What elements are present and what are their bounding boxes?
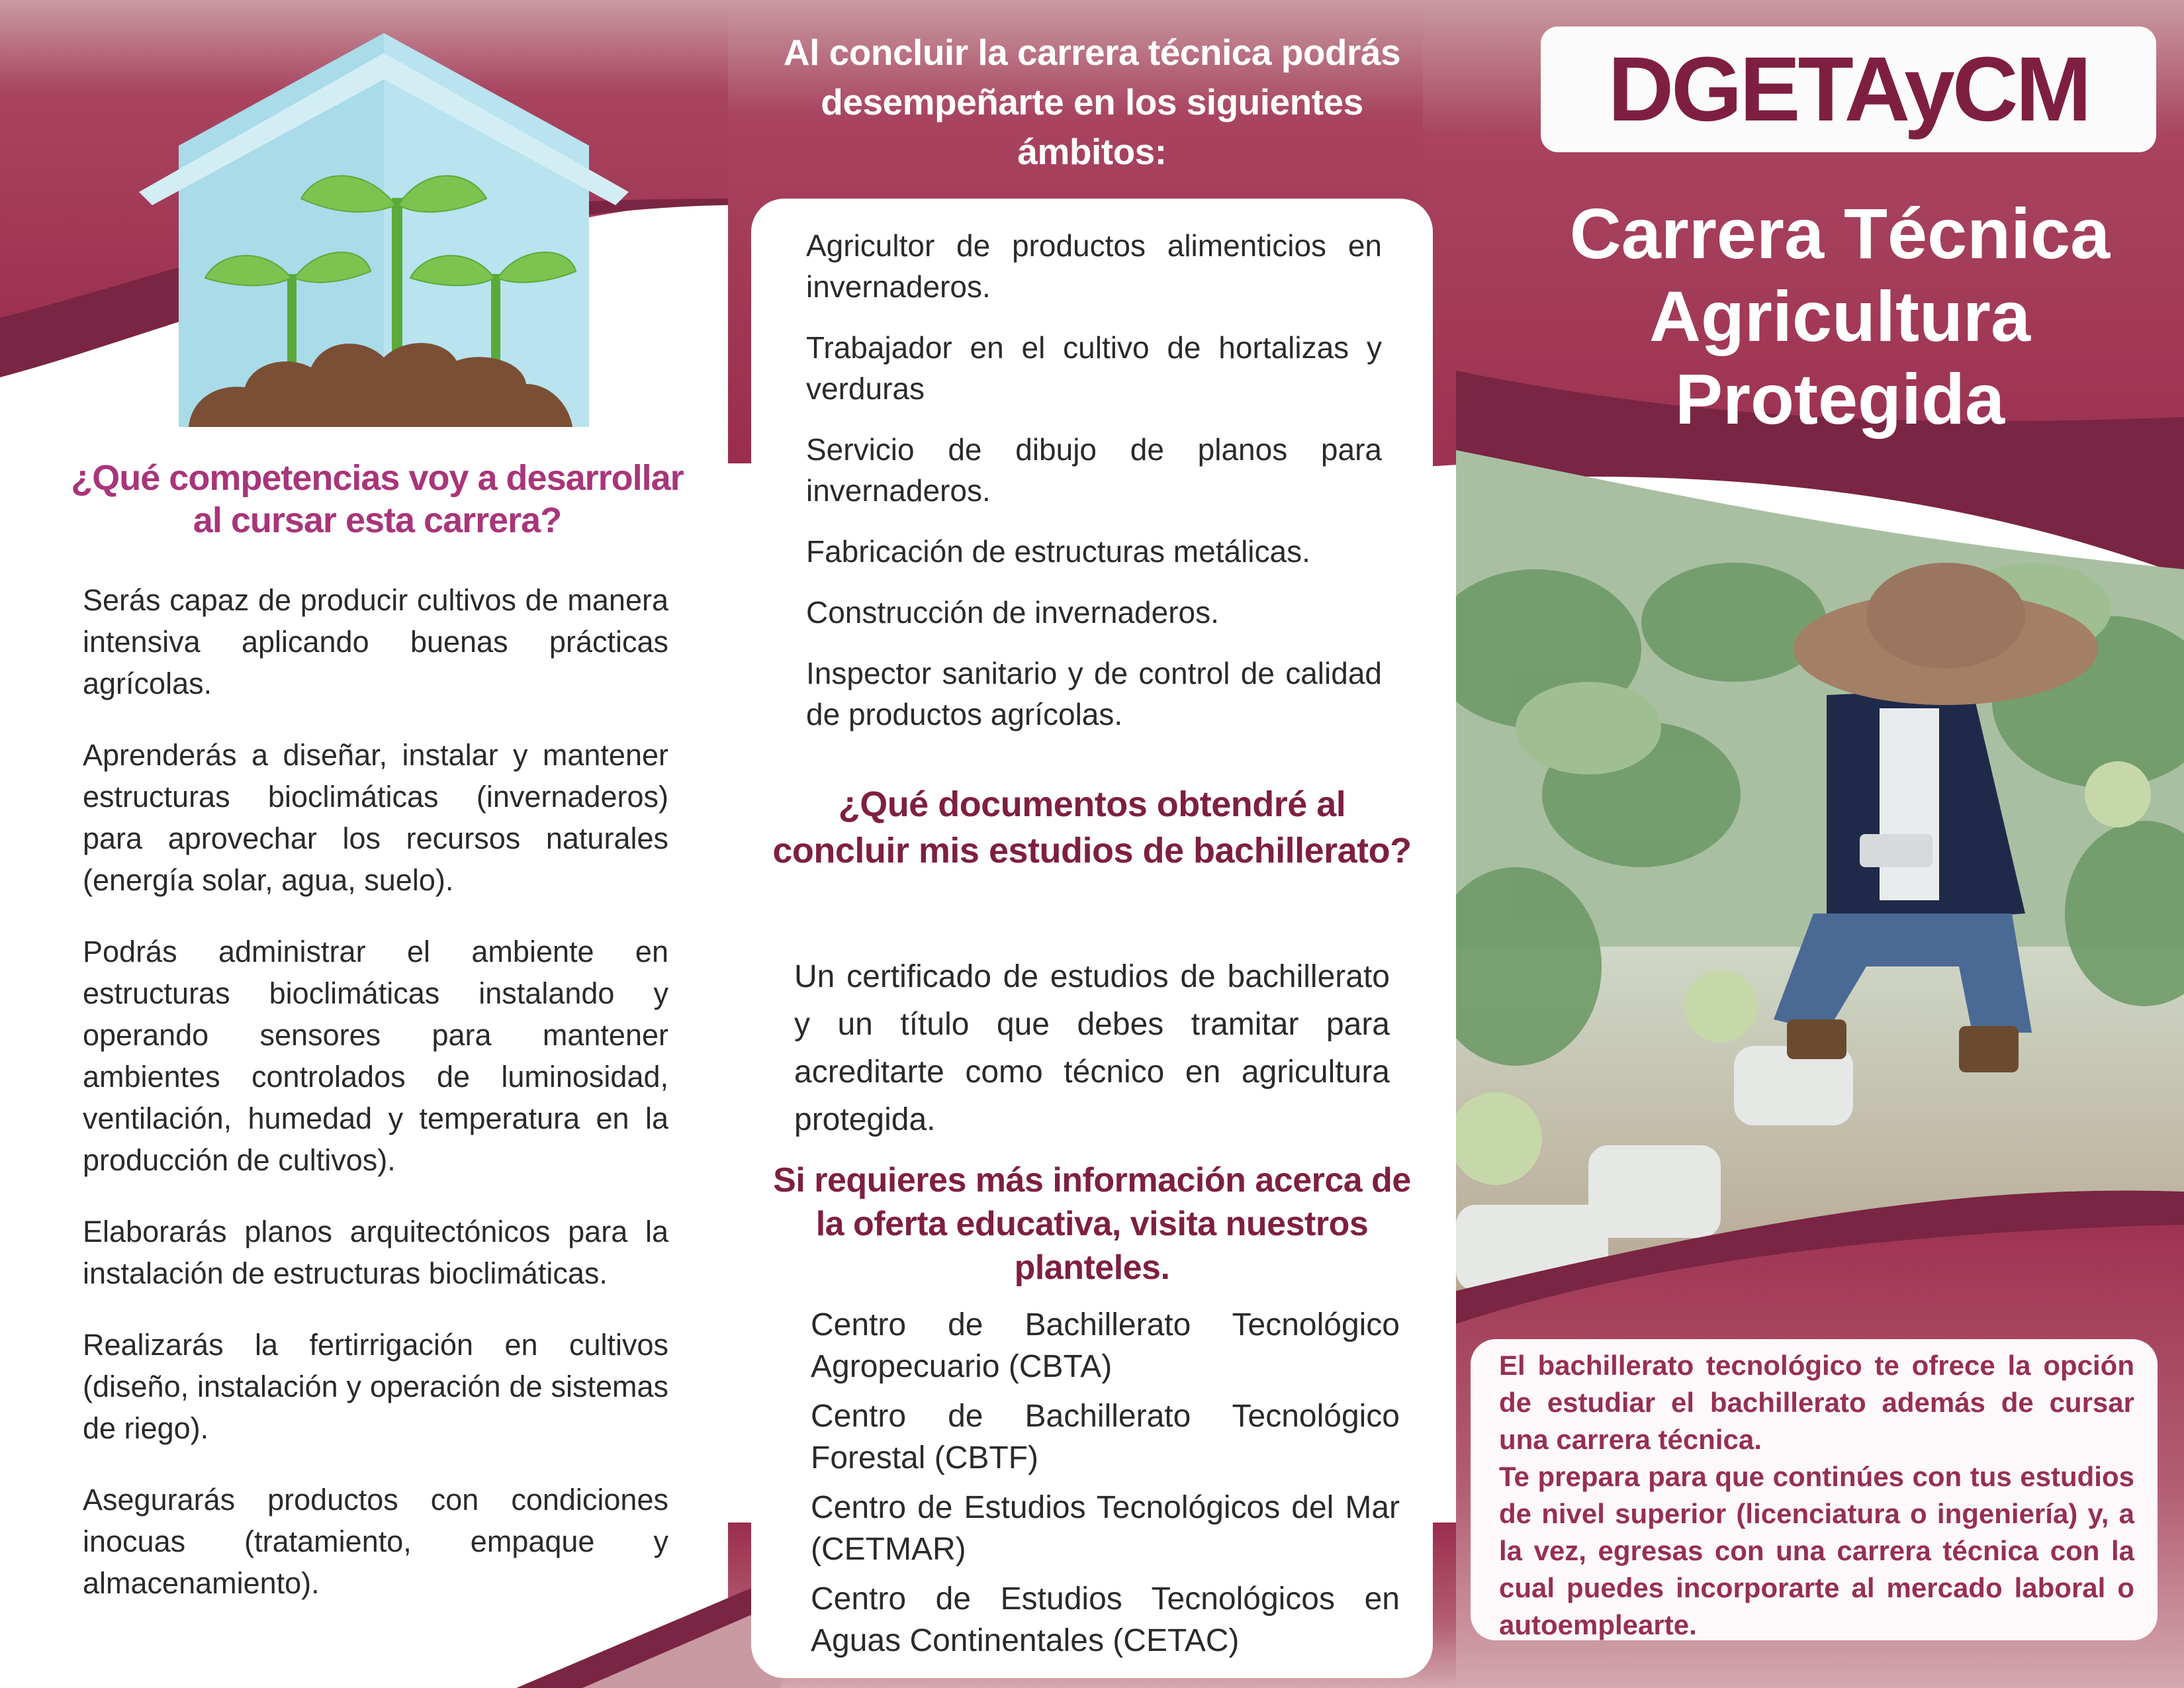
documents-body: Un certificado de estudios de bachillerato y un título que debes tramitar para acreditarte como técnico en agricultura protegida. (794, 959, 1390, 1137)
competency-item: Elaborarás planos arquitectónicos para la instalación de estructuras bioclimáticas. (83, 1215, 668, 1290)
competency-item: Podrás administrar el ambiente en estructuras bioclimáticas instalando y operando sensores para mantener ambientes controlados de luminosidad, ventilación, humedad y temperatura en la producción de cultivos). (83, 935, 668, 1177)
documents-heading: ¿Qué documentos obtendré al concluir mis estudios de bachillerato? (772, 784, 1412, 870)
farmer-greenhouse-photo (1456, 450, 2184, 1291)
school-item: Centro de Bachillerato Tecnológico Forestal (CBTF) (811, 1399, 1400, 1476)
career-fields-heading: Al concluir la carrera técnica podrás desempeñarte en los siguientes ámbitos: (783, 32, 1401, 172)
info-paragraph: El bachillerato tecnológico te ofrece la opción de estudiar el bachillerato además de cursar una carrera técnica. (1499, 1350, 2134, 1455)
job-item: Servicio de dibujo de planos para invernaderos. (806, 432, 1382, 508)
competency-item: Realizarás la fertirrigación en cultivos (diseño, instalación y operación de sistemas de riego). (83, 1328, 668, 1445)
job-item: Agricultor de productos alimenticios en invernaderos. (806, 228, 1382, 304)
school-item: Centro de Estudios Tecnológicos en Aguas Continentales (CETAC) (811, 1581, 1400, 1658)
job-item: Construcción de invernaderos. (806, 595, 1219, 630)
info-paragraph: Te prepara para que continúes con tus estudios de nivel superior (licenciatura o ingeniería) y, a la vez, egresas con una carrera técnica con la cual puedes incorporarte al mercado laboral o autoemplearte. (1499, 1461, 2134, 1640)
competencies-heading: ¿Qué competencias voy a desarrollar al cursar esta carrera? (71, 458, 684, 540)
dgetaycm-logo: DGETAyCM (1608, 38, 2089, 140)
school-item: Centro de Bachillerato Tecnológico Agropecuario (CBTA) (811, 1307, 1400, 1384)
school-item: Centro de Estudios Tecnológicos del Mar (CETMAR) (811, 1490, 1400, 1567)
competencies-list (83, 579, 668, 1634)
greenhouse-illustration (139, 26, 629, 437)
logo-box (1541, 26, 2156, 152)
bachillerato-info (1499, 1347, 2134, 1644)
more-info-heading: Si requieres más información acerca de la oferta educativa, visita nuestros planteles. (773, 1161, 1411, 1287)
page-title: Carrera Técnica Agricultura Protegida (1569, 193, 2111, 439)
job-fields-list (806, 225, 1382, 755)
competency-item: Aprenderás a diseñar, instalar y mantener estructuras bioclimáticas (invernaderos) para aprovechar los recursos naturales (energía solar, agua, suelo). (83, 738, 668, 897)
competency-item: Asegurarás productos con condiciones inocuas (tratamiento, empaque y almacenamiento). (83, 1483, 668, 1600)
job-item: Inspector sanitario y de control de calidad de productos agrícolas. (806, 656, 1382, 731)
schools-list (811, 1304, 1400, 1669)
job-item: Fabricación de estructuras metálicas. (806, 534, 1310, 569)
job-item: Trabajador en el cultivo de hortalizas y verduras (806, 330, 1382, 406)
competency-item: Serás capaz de producir cultivos de manera intensiva aplicando buenas prácticas agrícolas. (83, 583, 668, 700)
